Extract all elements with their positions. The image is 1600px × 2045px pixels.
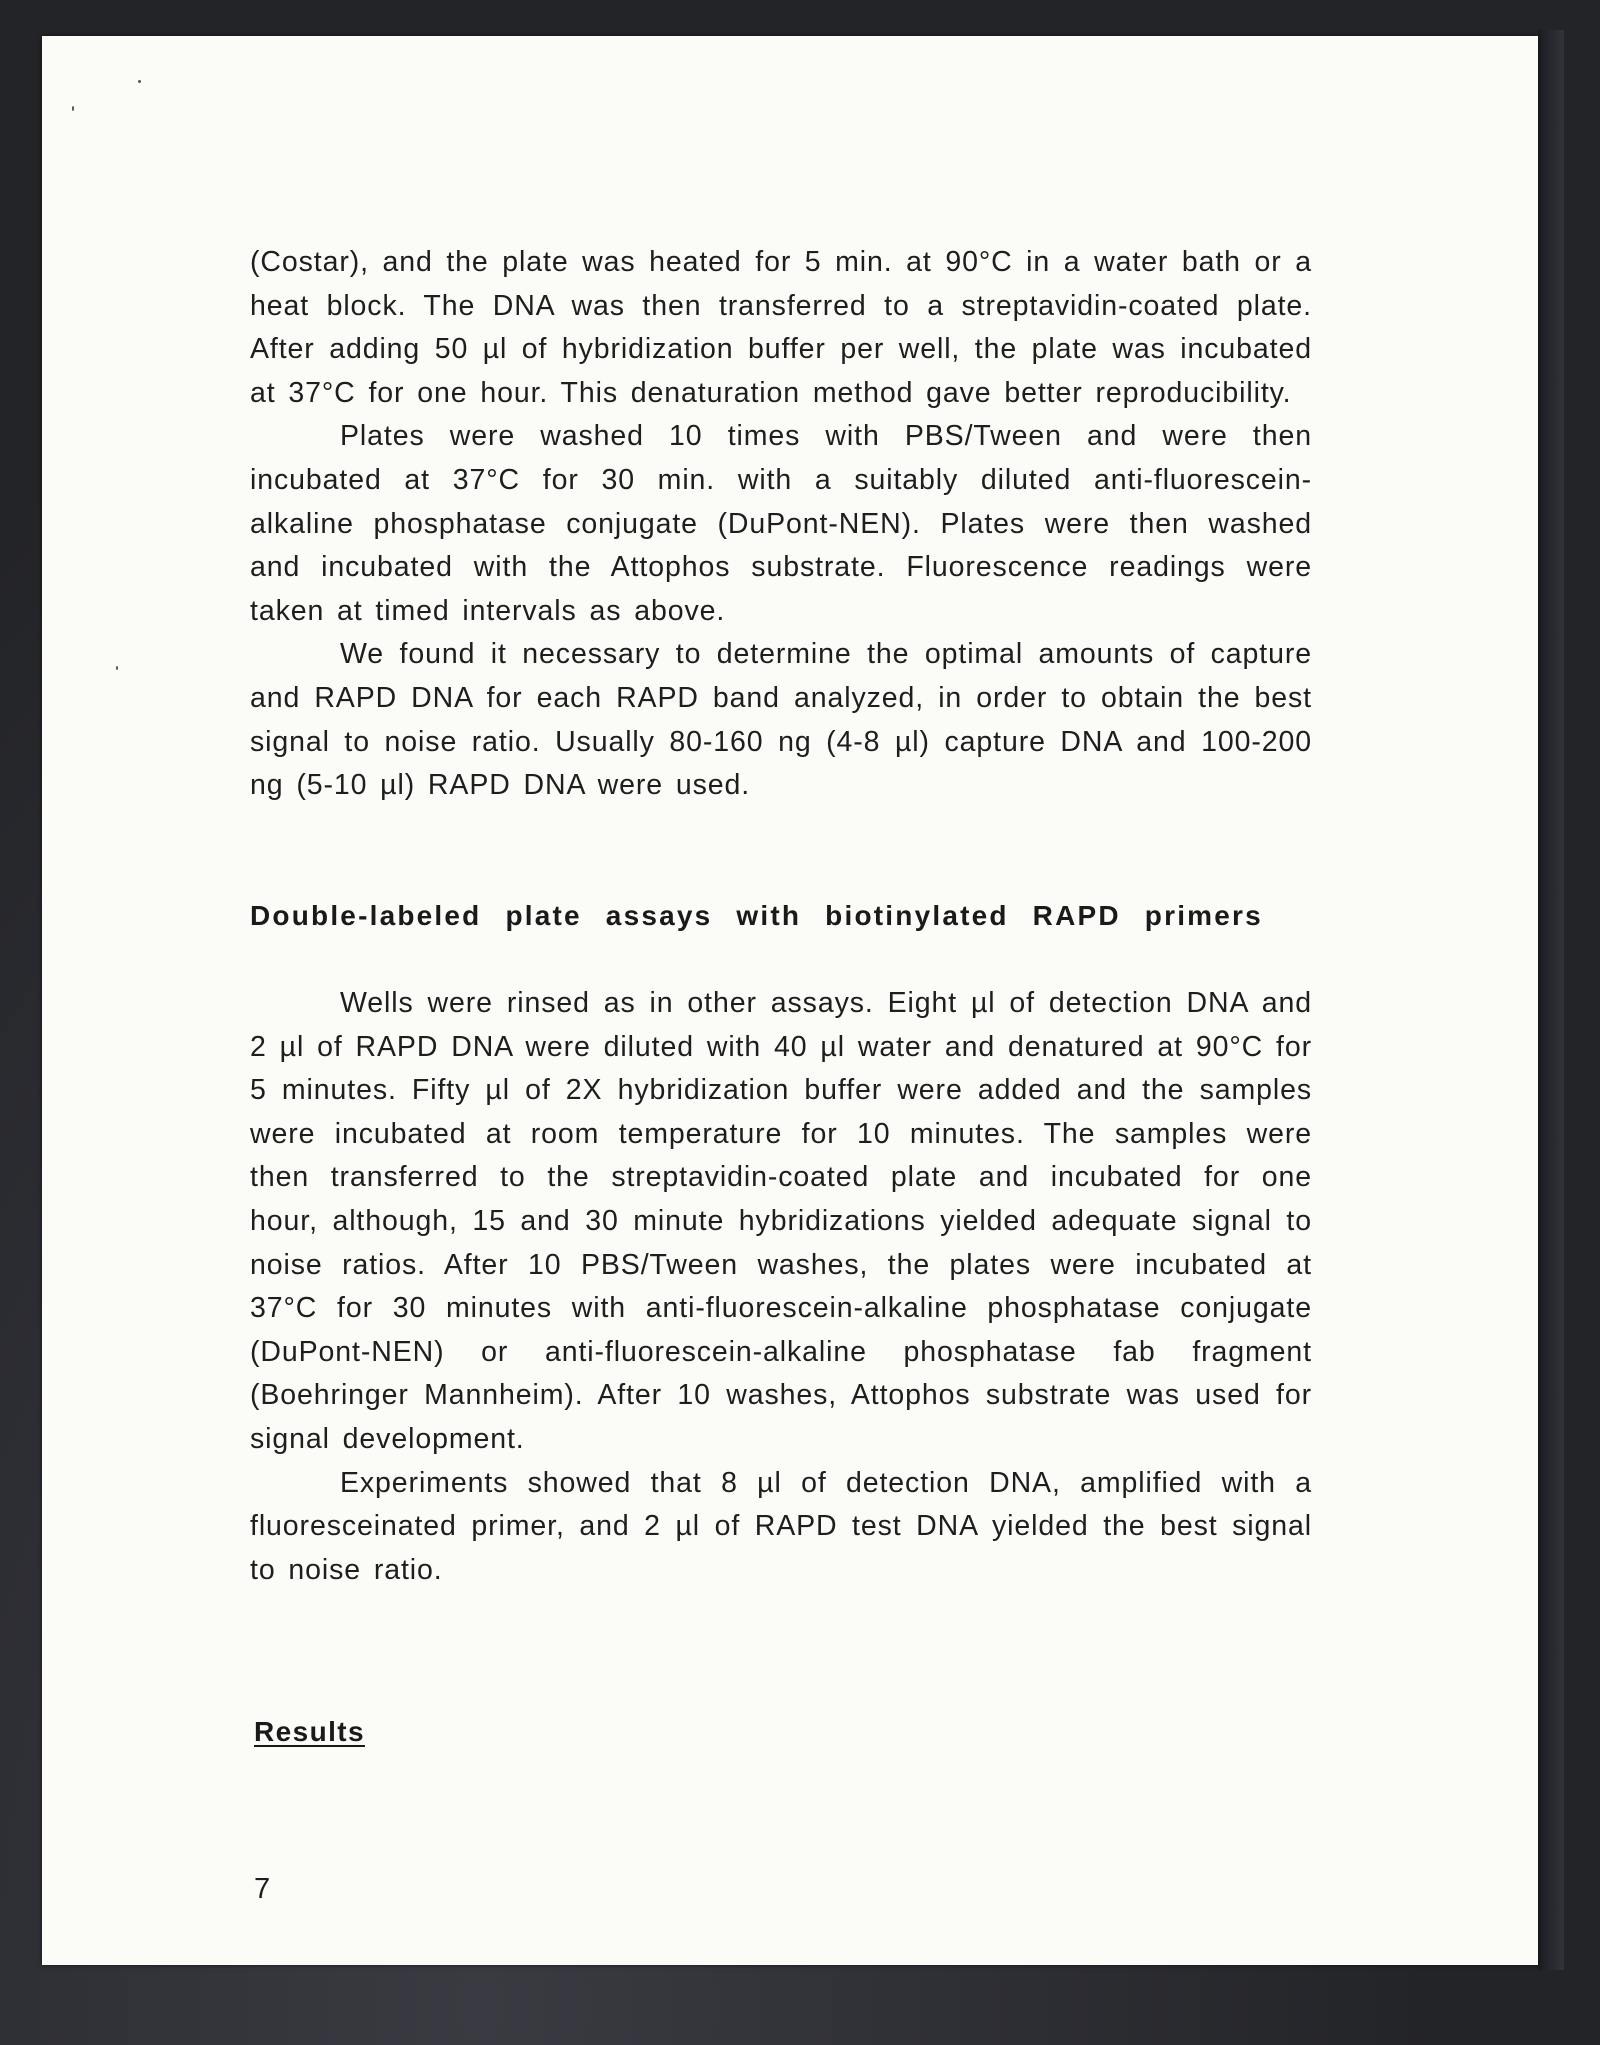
paragraph-optimal-amounts: We found it necessary to determine the optimal amounts of capture and RAPD DNA for each RAPD band analyzed, in order to obtain the best signal to noise ratio. Usually 80-160 ng (4-8 µl) capture DNA and 100-200 ng (5-10 µl) RAPD DNA were used.: [250, 638, 1312, 802]
paragraph-washing: Plates were washed 10 times with PBS/Tween and were then incubated at 37°C for 30 min. with a suitably diluted anti-fluorescein-alkaline phosphatase conjugate (DuPont-NEN). Plates were then washed and incubated with the Attophos substrate. Fluorescence readings were taken at timed intervals as above.: [250, 420, 1312, 627]
page-edge-shadow: [1538, 30, 1564, 1970]
body-text-top: [250, 241, 1312, 808]
paragraph-denaturation: (Costar), and the plate was heated for 5 min. at 90°C in a water bath or a heat block. The DNA was then transferred to a streptavidin-coated plate. After adding 50 µl of hybridization buffer per well, the plate was incubated at 37°C for one hour. This denaturation method gave better reproducibility.: [250, 246, 1312, 409]
body-text-section: [250, 982, 1312, 1592]
scan-speck: [72, 106, 74, 111]
results-heading: Results: [254, 1716, 365, 1747]
scan-speck: [116, 666, 118, 670]
paragraph-wells-rinsed: Wells were rinsed as in other assays. Eight µl of detection DNA and 2 µl of RAPD DNA were diluted with 40 µl water and denatured at 90°C for 5 minutes. Fifty µl of 2X hybridization buffer were added and the samples were incubated at room temperature for 10 minutes. The samples were then transferred to the streptavidin-coated plate and incubated for one hour, although, 15 and 30 minute hybridizations yielded adequate signal to noise ratios. After 10 PBS/Tween washes, the plates were incubated at 37°C for 30 minutes with anti-fluorescein-alkaline phosphatase conjugate (DuPont-NEN) or anti-fluorescein-alkaline phosphatase fab fragment (Boehringer Mannheim). After 10 washes, Attophos substrate was used for signal development.: [250, 987, 1312, 1455]
section-heading: Double-labeled plate assays with biotinylated RAPD primers: [250, 900, 1263, 931]
scan-speck: [138, 80, 141, 83]
page-number: 7: [254, 1873, 271, 1905]
paragraph-experiments: Experiments showed that 8 µl of detection DNA, amplified with a fluoresceinated primer, and 2 µl of RAPD test DNA yielded the best signal to noise ratio.: [250, 1466, 1312, 1586]
